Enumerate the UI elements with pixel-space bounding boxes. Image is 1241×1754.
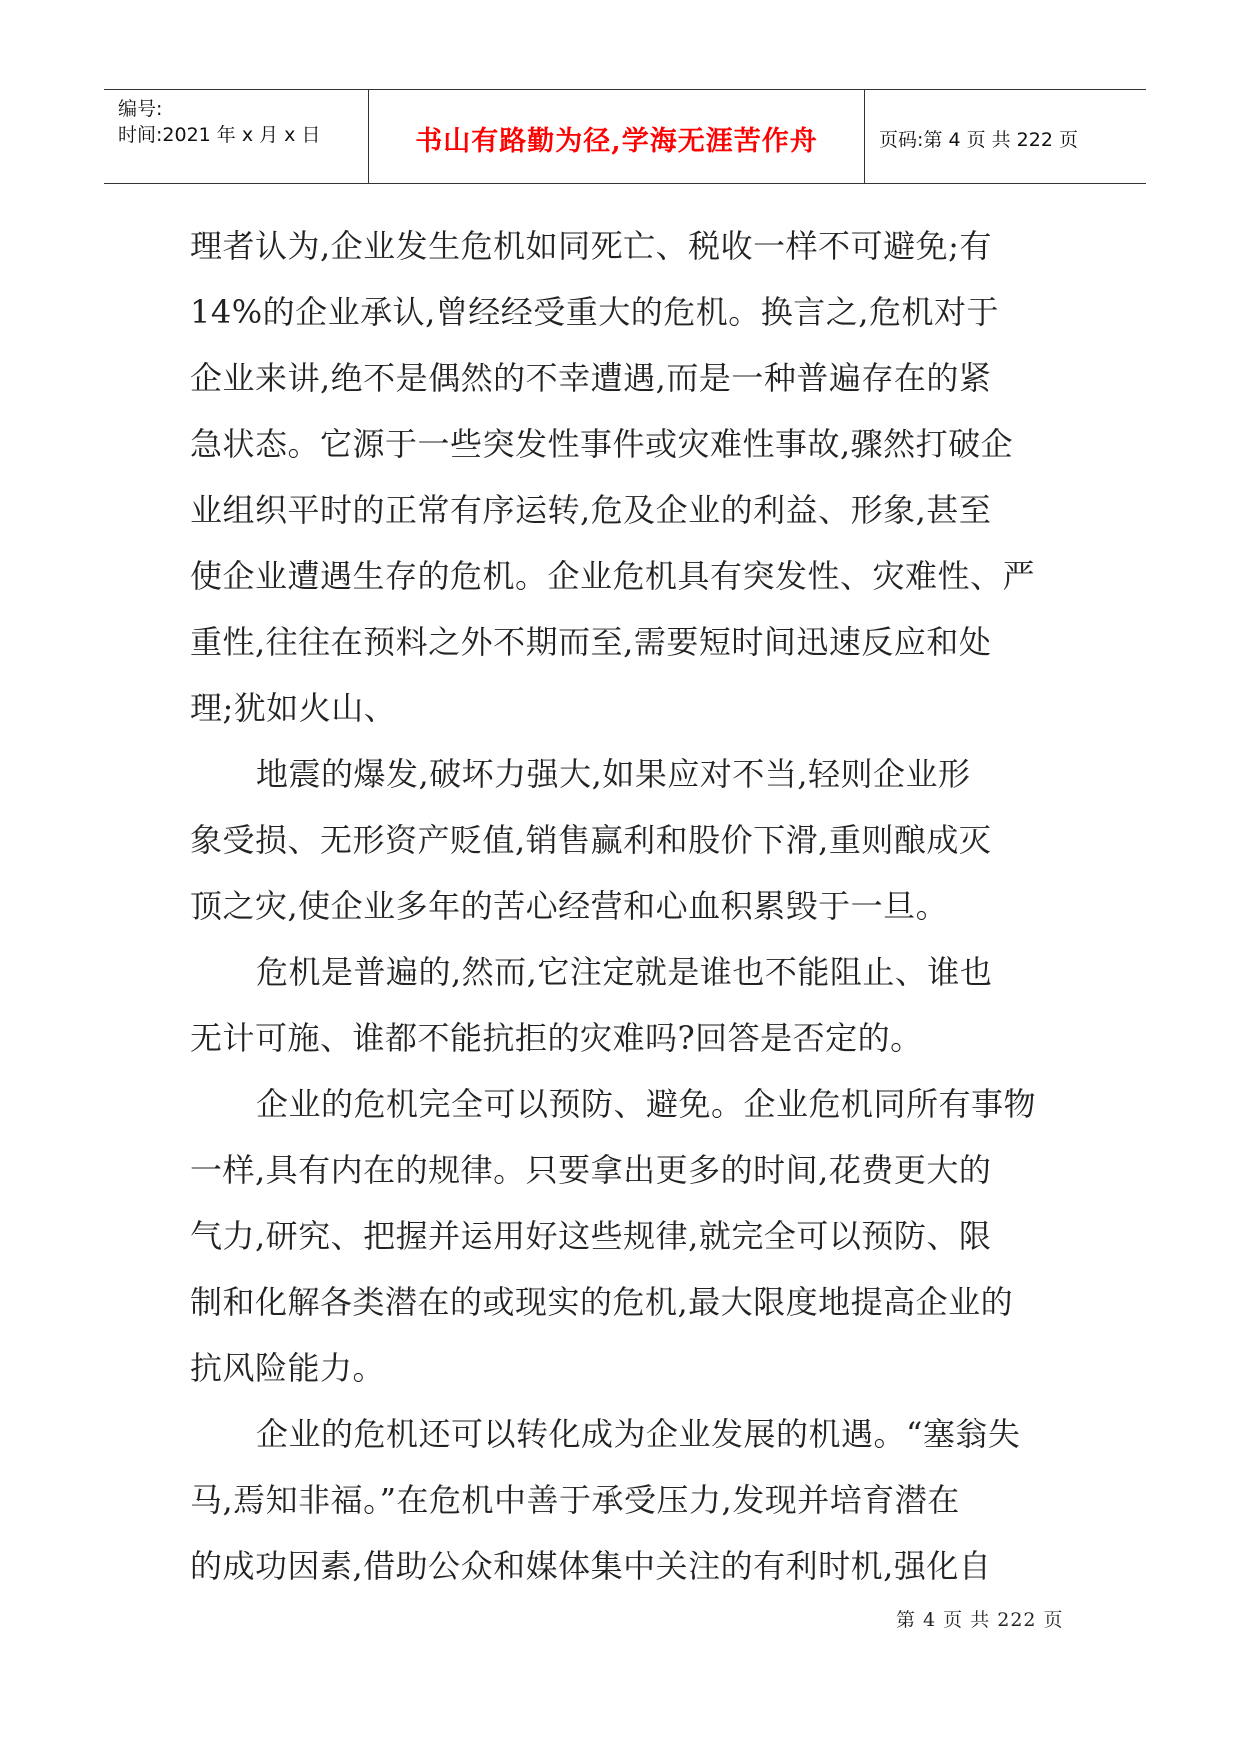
motto-text: 书山有路勤为径,学海无涯苦作舟	[415, 126, 818, 157]
text-line: 制和化解各类潜在的或现实的危机,最大限度地提高企业的	[190, 1283, 1014, 1321]
number-label: 编号:	[118, 98, 163, 120]
text-line: 14%的企业承认,曾经经受重大的危机。换言之,危机对于	[190, 293, 999, 331]
page-code: 页码:第 4 页 共 222 页	[879, 129, 1078, 151]
text-line: 一样,具有内在的规律。只要拿出更多的时间,花费更大的	[190, 1151, 992, 1189]
text-line: 顶之灾,使企业多年的苦心经营和心血积累毁于一旦。	[190, 887, 949, 925]
text-line: 业组织平时的正常有序运转,危及企业的利益、形象,甚至	[190, 491, 992, 529]
text-line: 抗风险能力。	[190, 1349, 386, 1387]
header-meta-cell	[104, 90, 369, 183]
text-line: 的成功因素,借助公众和媒体集中关注的有利时机,强化自	[190, 1547, 992, 1585]
document-body	[190, 213, 1058, 1599]
header-page-cell	[865, 90, 1146, 183]
text-line: 气力,研究、把握并运用好这些规律,就完全可以预防、限	[190, 1217, 992, 1255]
text-line: 重性,往往在预料之外不期而至,需要短时间迅速反应和处	[190, 623, 992, 661]
paragraph-start-line: 危机是普遍的,然而,它注定就是谁也不能阻止、谁也	[256, 953, 993, 991]
header-motto-cell	[369, 90, 865, 183]
text-line: 理者认为,企业发生危机如同死亡、税收一样不可避免;有	[190, 227, 992, 265]
paragraph-start-line: 地震的爆发,破坏力强大,如果应对不当,轻则企业形	[256, 755, 971, 793]
text-line: 理;犹如火山、	[190, 689, 397, 727]
time-label: 时间:2021 年 x 月 x 日	[118, 124, 321, 146]
text-line: 马,焉知非福。”在危机中善于承受压力,发现并培育潜在	[190, 1481, 960, 1519]
text-line: 无计可施、谁都不能抗拒的灾难吗?回答是否定的。	[190, 1019, 923, 1057]
page-header	[104, 89, 1146, 184]
paragraph-start-line: 企业的危机完全可以预防、避免。企业危机同所有事物	[256, 1085, 1037, 1123]
text-line: 使企业遭遇生存的危机。企业危机具有突发性、灾难性、严	[190, 557, 1036, 595]
page-footer-number: 第 4 页 共 222 页	[896, 1609, 1064, 1631]
text-line: 企业来讲,绝不是偶然的不幸遭遇,而是一种普遍存在的紧	[190, 359, 992, 397]
paragraph-start-line: 企业的危机还可以转化成为企业发展的机遇。“塞翁失	[256, 1415, 1021, 1453]
text-line: 急状态。它源于一些突发性事件或灾难性事故,骤然打破企	[190, 425, 1014, 463]
text-line: 象受损、无形资产贬值,销售赢利和股价下滑,重则酿成灭	[190, 821, 992, 859]
